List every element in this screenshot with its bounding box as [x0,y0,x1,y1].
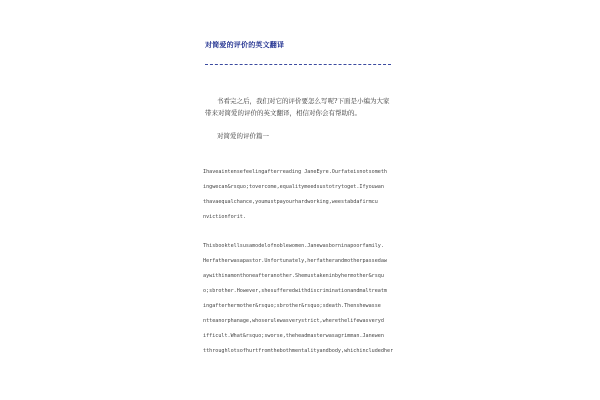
intro-paragraph [205,95,405,119]
paragraph-line: ingafterhermother&rsquo;sbrother&rsquo;sdeath.Thenshewasse [203,303,381,309]
body-paragraph-1 [203,165,403,225]
body-paragraph-2 [203,239,403,359]
paragraph-line: nvictionforit. [203,214,246,220]
paragraph-line: Thisbooktellsusamodelofnoblewomen.Janewasborninapoorfamily. [203,243,384,249]
paragraph-line: ntteanorphanage,whoserulewasverystrict,wherethelifewasveryd [203,318,384,324]
paragraph-line: tthroughlotsofhurtfromthebothmentalityandbody,whichincludedher [203,348,394,354]
title-divider [205,64,391,65]
intro-line: 书看完之后，我们对它的评价要怎么写呢?下面是小编为大家 [217,97,390,105]
section-subheading: 对简爱的评价篇一 [217,132,269,140]
paragraph-line: ingwecan&rsquo;tovercome,equalitymeedsustotrytoget.Ifyouwan [203,184,384,190]
paragraph-line: ifficult.What&rsquo;sworse,theheadmasterwasagrimman.Janewen [203,333,384,339]
paragraph-line: Ihaveaintensefeelingafterreading JaneEyre.Ourfateisnotsometh [203,169,388,175]
paragraph-line: aywithinamonthoneafteranother.Shemustakeninbyhermother&rsqu [203,273,384,279]
paragraph-line: Herfatherwasapastor.Unfortunately,herfatherandmotherpassedaw [203,258,388,264]
intro-line: 带来对简爱的评价的英文翻译，相信对你会有帮助的。 [205,109,361,117]
paragraph-line: thavaequalchance,youmustpayourhardworking,weestabdafirmcu [203,199,378,205]
document-title: 对简爱的评价的英文翻译 [205,40,285,49]
paragraph-line: o;sbrother.However,shesufferedwithdiscriminationandmaltreatm [203,288,388,294]
